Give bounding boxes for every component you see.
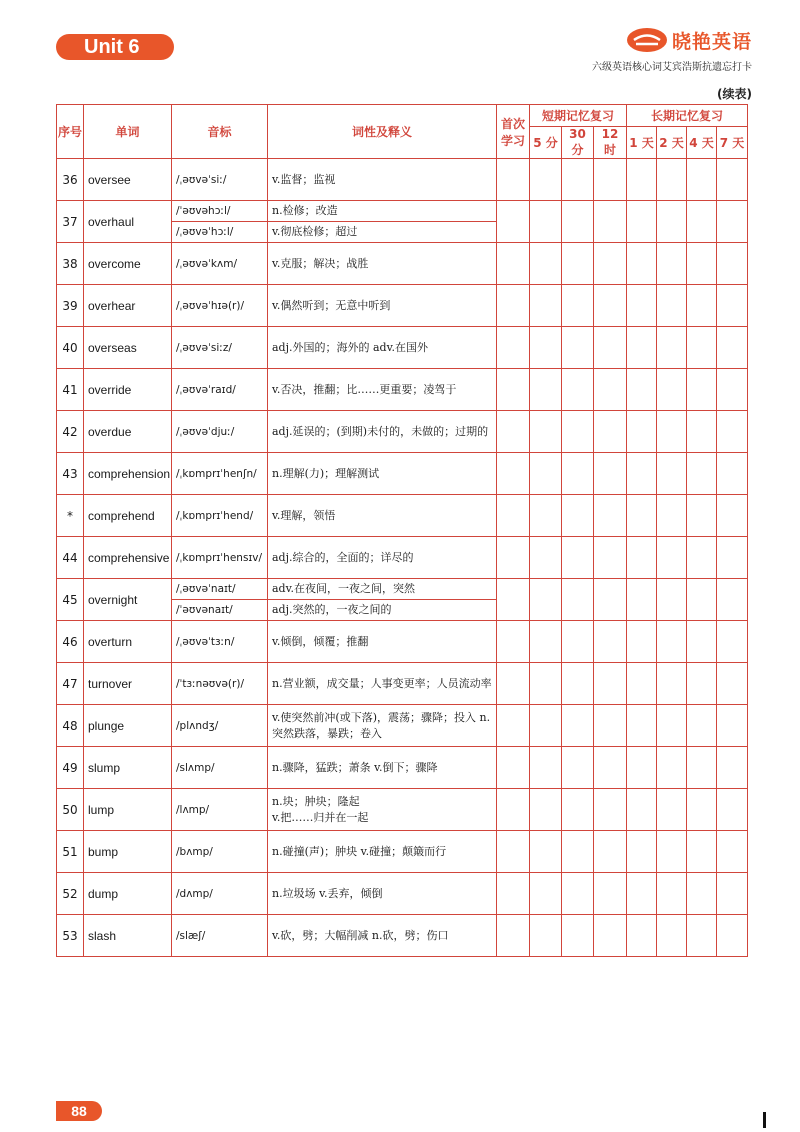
header-first-study: 首次学习 [497, 105, 530, 159]
entry-number: * [57, 495, 84, 537]
review-checkbox[interactable] [497, 747, 530, 789]
brand-logo-icon [626, 27, 668, 53]
review-checkbox[interactable] [594, 411, 627, 453]
review-checkbox[interactable] [657, 159, 687, 201]
review-checkbox[interactable] [562, 453, 594, 495]
review-checkbox[interactable] [562, 495, 594, 537]
review-checkbox[interactable] [530, 747, 562, 789]
review-checkbox[interactable] [687, 831, 717, 873]
entry-number: 45 [57, 579, 84, 621]
review-checkbox[interactable] [497, 915, 530, 957]
entry-definition: n.碰撞(声)；肿块 v.碰撞；颠簸而行 [268, 831, 497, 873]
review-checkbox[interactable] [497, 327, 530, 369]
entry-number: 36 [57, 159, 84, 201]
review-checkbox[interactable] [627, 789, 657, 831]
review-checkbox[interactable] [627, 243, 657, 285]
review-checkbox[interactable] [562, 747, 594, 789]
review-checkbox[interactable] [657, 285, 687, 327]
review-checkbox[interactable] [687, 243, 717, 285]
review-checkbox[interactable] [530, 915, 562, 957]
review-checkbox[interactable] [530, 495, 562, 537]
entry-word: bump [84, 831, 172, 873]
review-checkbox[interactable] [562, 705, 594, 747]
review-checkbox[interactable] [627, 453, 657, 495]
review-checkbox[interactable] [717, 453, 748, 495]
review-checkbox[interactable] [687, 411, 717, 453]
review-checkbox[interactable] [562, 579, 594, 621]
review-checkbox[interactable] [562, 663, 594, 705]
entry-word: overhaul [84, 201, 172, 243]
review-checkbox[interactable] [497, 579, 530, 621]
entry-phonetic: /lʌmp/ [172, 789, 268, 831]
review-checkbox[interactable] [497, 243, 530, 285]
table-row [57, 579, 748, 600]
review-checkbox[interactable] [627, 705, 657, 747]
review-checkbox[interactable] [530, 537, 562, 579]
entry-word: dump [84, 873, 172, 915]
entry-definition: adj.外国的；海外的 adv.在国外 [268, 327, 497, 369]
review-checkbox[interactable] [562, 831, 594, 873]
review-checkbox[interactable] [530, 243, 562, 285]
review-checkbox[interactable] [594, 159, 627, 201]
table-row [57, 537, 748, 579]
entry-word: overdue [84, 411, 172, 453]
review-checkbox[interactable] [497, 159, 530, 201]
review-checkbox[interactable] [687, 159, 717, 201]
review-checkbox[interactable] [717, 411, 748, 453]
review-checkbox[interactable] [497, 411, 530, 453]
entry-number: 42 [57, 411, 84, 453]
entry-word: overnight [84, 579, 172, 621]
review-checkbox[interactable] [562, 411, 594, 453]
entry-word: lump [84, 789, 172, 831]
entry-phonetic: /ˌəʊvəˈkʌm/ [172, 243, 268, 285]
entry-word: plunge [84, 705, 172, 747]
review-checkbox[interactable] [687, 789, 717, 831]
entry-word: slash [84, 915, 172, 957]
entry-number: 52 [57, 873, 84, 915]
entry-definition: v.砍，劈；大幅削减 n.砍，劈；伤口 [268, 915, 497, 957]
entry-phonetic: /slæʃ/ [172, 915, 268, 957]
review-checkbox[interactable] [562, 915, 594, 957]
review-checkbox[interactable] [497, 831, 530, 873]
review-checkbox[interactable] [717, 201, 748, 243]
table-row [57, 369, 748, 411]
review-checkbox[interactable] [717, 369, 748, 411]
entry-phonetic: /ˌkɒmprɪˈhend/ [172, 495, 268, 537]
entry-number: 46 [57, 621, 84, 663]
entry-number: 53 [57, 915, 84, 957]
header-long-review: 长期记忆复习 [627, 105, 748, 127]
review-checkbox[interactable] [627, 663, 657, 705]
review-checkbox[interactable] [627, 369, 657, 411]
review-checkbox[interactable] [717, 159, 748, 201]
entry-phonetic: /ˌəʊvəˈhɔːl/ [172, 222, 268, 243]
table-row [57, 243, 748, 285]
review-checkbox[interactable] [717, 663, 748, 705]
review-checkbox[interactable] [627, 537, 657, 579]
review-checkbox[interactable] [717, 747, 748, 789]
review-checkbox[interactable] [657, 705, 687, 747]
review-checkbox[interactable] [594, 579, 627, 621]
review-checkbox[interactable] [657, 873, 687, 915]
entry-phonetic: /ˌəʊvəˈnaɪt/ [172, 579, 268, 600]
review-checkbox[interactable] [717, 285, 748, 327]
review-checkbox[interactable] [594, 747, 627, 789]
review-checkbox[interactable] [657, 453, 687, 495]
review-checkbox[interactable] [657, 201, 687, 243]
review-checkbox[interactable] [657, 663, 687, 705]
review-checkbox[interactable] [657, 747, 687, 789]
entry-phonetic: /slʌmp/ [172, 747, 268, 789]
entry-definition: adj.延误的；(到期)未付的，未做的；过期的 [268, 411, 497, 453]
entry-definition: adj.突然的，一夜之间的 [268, 600, 497, 621]
page-edge-mark [763, 1112, 766, 1128]
entry-definition: n.营业额，成交量；人事变更率；人员流动率 [268, 663, 497, 705]
entry-definition: n.垃圾场 v.丢弃，倾倒 [268, 873, 497, 915]
review-checkbox[interactable] [717, 537, 748, 579]
entry-definition: v.使突然前冲(或下落)，震荡；骤降；投入 n.突然跌落，暴跌；卷入 [268, 705, 497, 747]
header-phonetic: 音标 [172, 105, 268, 159]
entry-word: turnover [84, 663, 172, 705]
review-checkbox[interactable] [530, 831, 562, 873]
review-checkbox[interactable] [562, 159, 594, 201]
entry-word: comprehensive [84, 537, 172, 579]
entry-word: comprehend [84, 495, 172, 537]
review-checkbox[interactable] [497, 873, 530, 915]
entry-phonetic: /dʌmp/ [172, 873, 268, 915]
header-short-30min: 30 分 [562, 127, 594, 159]
review-checkbox[interactable] [717, 243, 748, 285]
entry-phonetic: /ˌkɒmprɪˈhenʃn/ [172, 453, 268, 495]
review-checkbox[interactable] [717, 789, 748, 831]
entry-number: 38 [57, 243, 84, 285]
entry-phonetic: /ˈəʊvəhɔːl/ [172, 201, 268, 222]
review-checkbox[interactable] [497, 201, 530, 243]
review-checkbox[interactable] [594, 915, 627, 957]
review-checkbox[interactable] [562, 327, 594, 369]
review-checkbox[interactable] [530, 285, 562, 327]
review-checkbox[interactable] [657, 621, 687, 663]
brand-name: 晓艳英语 [671, 30, 752, 53]
review-checkbox[interactable] [687, 579, 717, 621]
entry-definition: v.理解，领悟 [268, 495, 497, 537]
review-checkbox[interactable] [530, 873, 562, 915]
table-row [57, 159, 748, 201]
continued-label: (续表) [717, 87, 752, 101]
review-checkbox[interactable] [687, 453, 717, 495]
entry-phonetic: /ˌəʊvəˈsiː/ [172, 159, 268, 201]
review-checkbox[interactable] [594, 705, 627, 747]
entry-number: 47 [57, 663, 84, 705]
review-checkbox[interactable] [530, 705, 562, 747]
entry-number: 39 [57, 285, 84, 327]
review-checkbox[interactable] [687, 873, 717, 915]
entry-phonetic: /ˈtɜːnəʊvə(r)/ [172, 663, 268, 705]
table-row [57, 453, 748, 495]
entry-number: 41 [57, 369, 84, 411]
table-row [57, 201, 748, 222]
review-checkbox[interactable] [530, 159, 562, 201]
header-word: 单词 [84, 105, 172, 159]
review-checkbox[interactable] [627, 411, 657, 453]
review-checkbox[interactable] [562, 537, 594, 579]
header-num: 序号 [57, 105, 84, 159]
entry-number: 48 [57, 705, 84, 747]
table-row [57, 621, 748, 663]
review-checkbox[interactable] [717, 705, 748, 747]
review-checkbox[interactable] [687, 705, 717, 747]
review-checkbox[interactable] [594, 621, 627, 663]
review-checkbox[interactable] [627, 831, 657, 873]
review-checkbox[interactable] [657, 789, 687, 831]
review-checkbox[interactable] [627, 621, 657, 663]
entry-phonetic: /ˌəʊvəˈsiːz/ [172, 327, 268, 369]
entry-word: slump [84, 747, 172, 789]
review-checkbox[interactable] [530, 327, 562, 369]
review-checkbox[interactable] [627, 747, 657, 789]
review-checkbox[interactable] [717, 579, 748, 621]
review-checkbox[interactable] [687, 747, 717, 789]
entry-definition: v.偶然听到；无意中听到 [268, 285, 497, 327]
review-checkbox[interactable] [717, 327, 748, 369]
review-checkbox[interactable] [627, 873, 657, 915]
review-checkbox[interactable] [562, 201, 594, 243]
review-checkbox[interactable] [530, 663, 562, 705]
table-row [57, 285, 748, 327]
table-row [57, 789, 748, 831]
header-short-review: 短期记忆复习 [530, 105, 627, 127]
entry-number: 51 [57, 831, 84, 873]
entry-definition: adj.综合的，全面的；详尽的 [268, 537, 497, 579]
review-checkbox[interactable] [657, 327, 687, 369]
review-checkbox[interactable] [594, 285, 627, 327]
review-checkbox[interactable] [530, 453, 562, 495]
entry-word: oversee [84, 159, 172, 201]
review-checkbox[interactable] [562, 789, 594, 831]
review-checkbox[interactable] [717, 621, 748, 663]
entry-phonetic: /ˌəʊvəˈdjuː/ [172, 411, 268, 453]
entry-word: overhear [84, 285, 172, 327]
entry-number: 50 [57, 789, 84, 831]
header-long-4d: 4 天 [687, 127, 717, 159]
review-checkbox[interactable] [594, 789, 627, 831]
entry-phonetic: /plʌndʒ/ [172, 705, 268, 747]
entry-definition: adv.在夜间，一夜之间，突然 [268, 579, 497, 600]
review-checkbox[interactable] [717, 873, 748, 915]
entry-phonetic: /ˌəʊvəˈtɜːn/ [172, 621, 268, 663]
page-number: 88 [56, 1101, 102, 1121]
review-checkbox[interactable] [562, 243, 594, 285]
review-checkbox[interactable] [717, 915, 748, 957]
entry-number: 40 [57, 327, 84, 369]
review-checkbox[interactable] [530, 411, 562, 453]
entry-definition: v.否决，推翻；比……更重要；凌驾于 [268, 369, 497, 411]
table-row [57, 663, 748, 705]
entry-word: overturn [84, 621, 172, 663]
review-checkbox[interactable] [627, 327, 657, 369]
entry-word: overseas [84, 327, 172, 369]
review-checkbox[interactable] [657, 411, 687, 453]
review-checkbox[interactable] [657, 369, 687, 411]
review-checkbox[interactable] [687, 285, 717, 327]
review-checkbox[interactable] [594, 873, 627, 915]
review-checkbox[interactable] [497, 369, 530, 411]
review-checkbox[interactable] [687, 495, 717, 537]
review-checkbox[interactable] [594, 327, 627, 369]
review-checkbox[interactable] [657, 915, 687, 957]
review-checkbox[interactable] [687, 201, 717, 243]
review-checkbox[interactable] [497, 495, 530, 537]
review-checkbox[interactable] [562, 873, 594, 915]
review-checkbox[interactable] [497, 453, 530, 495]
review-checkbox[interactable] [687, 369, 717, 411]
review-checkbox[interactable] [627, 579, 657, 621]
header-long-7d: 7 天 [717, 127, 748, 159]
header-long-1d: 1 天 [627, 127, 657, 159]
entry-phonetic: /ˌəʊvəˈraɪd/ [172, 369, 268, 411]
review-checkbox[interactable] [627, 159, 657, 201]
review-checkbox[interactable] [497, 621, 530, 663]
review-checkbox[interactable] [594, 201, 627, 243]
review-checkbox[interactable] [717, 831, 748, 873]
vocab-table [56, 104, 748, 957]
table-row [57, 915, 748, 957]
review-checkbox[interactable] [627, 915, 657, 957]
review-checkbox[interactable] [657, 831, 687, 873]
review-checkbox[interactable] [594, 495, 627, 537]
entry-word: comprehension [84, 453, 172, 495]
table-row [57, 495, 748, 537]
review-checkbox[interactable] [497, 663, 530, 705]
review-checkbox[interactable] [497, 285, 530, 327]
entry-number: 44 [57, 537, 84, 579]
entry-definition: v.倾倒，倾覆；推翻 [268, 621, 497, 663]
brand [626, 26, 752, 54]
entry-definition: v.克服；解决；战胜 [268, 243, 497, 285]
table-row [57, 747, 748, 789]
review-checkbox[interactable] [562, 369, 594, 411]
review-checkbox[interactable] [657, 537, 687, 579]
review-checkbox[interactable] [562, 621, 594, 663]
entry-phonetic: /ˈəʊvənaɪt/ [172, 600, 268, 621]
entry-definition: n.检修；改造 [268, 201, 497, 222]
review-checkbox[interactable] [594, 243, 627, 285]
entry-phonetic: /bʌmp/ [172, 831, 268, 873]
review-checkbox[interactable] [657, 495, 687, 537]
review-checkbox[interactable] [657, 243, 687, 285]
entry-word: overcome [84, 243, 172, 285]
review-checkbox[interactable] [687, 327, 717, 369]
header-definition: 词性及释义 [268, 105, 497, 159]
review-checkbox[interactable] [530, 621, 562, 663]
review-checkbox[interactable] [530, 789, 562, 831]
entry-number: 49 [57, 747, 84, 789]
entry-definition: n.理解(力)；理解测试 [268, 453, 497, 495]
table-row [57, 327, 748, 369]
table-row [57, 705, 748, 747]
review-checkbox[interactable] [594, 369, 627, 411]
review-checkbox[interactable] [687, 537, 717, 579]
entry-number: 37 [57, 201, 84, 243]
entry-number: 43 [57, 453, 84, 495]
entry-definition: n.块；肿块；隆起 v.把……归并在一起 [268, 789, 497, 831]
review-checkbox[interactable] [717, 495, 748, 537]
review-checkbox[interactable] [594, 453, 627, 495]
entry-definition: v.彻底检修；超过 [268, 222, 497, 243]
review-checkbox[interactable] [627, 495, 657, 537]
entry-definition: n.骤降，猛跌；萧条 v.倒下；骤降 [268, 747, 497, 789]
header-short-12h: 12 时 [594, 127, 627, 159]
subtitle: 六级英语核心词艾宾浩斯抗遗忘打卡 [592, 62, 752, 73]
review-checkbox[interactable] [687, 915, 717, 957]
vocab-body [57, 159, 748, 957]
review-checkbox[interactable] [627, 285, 657, 327]
review-checkbox[interactable] [687, 621, 717, 663]
review-checkbox[interactable] [562, 285, 594, 327]
review-checkbox[interactable] [687, 663, 717, 705]
table-row [57, 831, 748, 873]
review-checkbox[interactable] [657, 579, 687, 621]
review-checkbox[interactable] [530, 369, 562, 411]
review-checkbox[interactable] [530, 201, 562, 243]
header-long-2d: 2 天 [657, 127, 687, 159]
entry-phonetic: /ˌəʊvəˈhɪə(r)/ [172, 285, 268, 327]
header-short-5min: 5 分 [530, 127, 562, 159]
review-checkbox[interactable] [627, 201, 657, 243]
entry-definition: v.监督；监视 [268, 159, 497, 201]
entry-word: override [84, 369, 172, 411]
review-checkbox[interactable] [594, 831, 627, 873]
table-row [57, 873, 748, 915]
review-checkbox[interactable] [594, 663, 627, 705]
table-row [57, 411, 748, 453]
review-checkbox[interactable] [497, 537, 530, 579]
entry-phonetic: /ˌkɒmprɪˈhensɪv/ [172, 537, 268, 579]
review-checkbox[interactable] [594, 537, 627, 579]
review-checkbox[interactable] [497, 789, 530, 831]
review-checkbox[interactable] [530, 579, 562, 621]
unit-label: Unit 6 [56, 34, 174, 60]
review-checkbox[interactable] [497, 705, 530, 747]
